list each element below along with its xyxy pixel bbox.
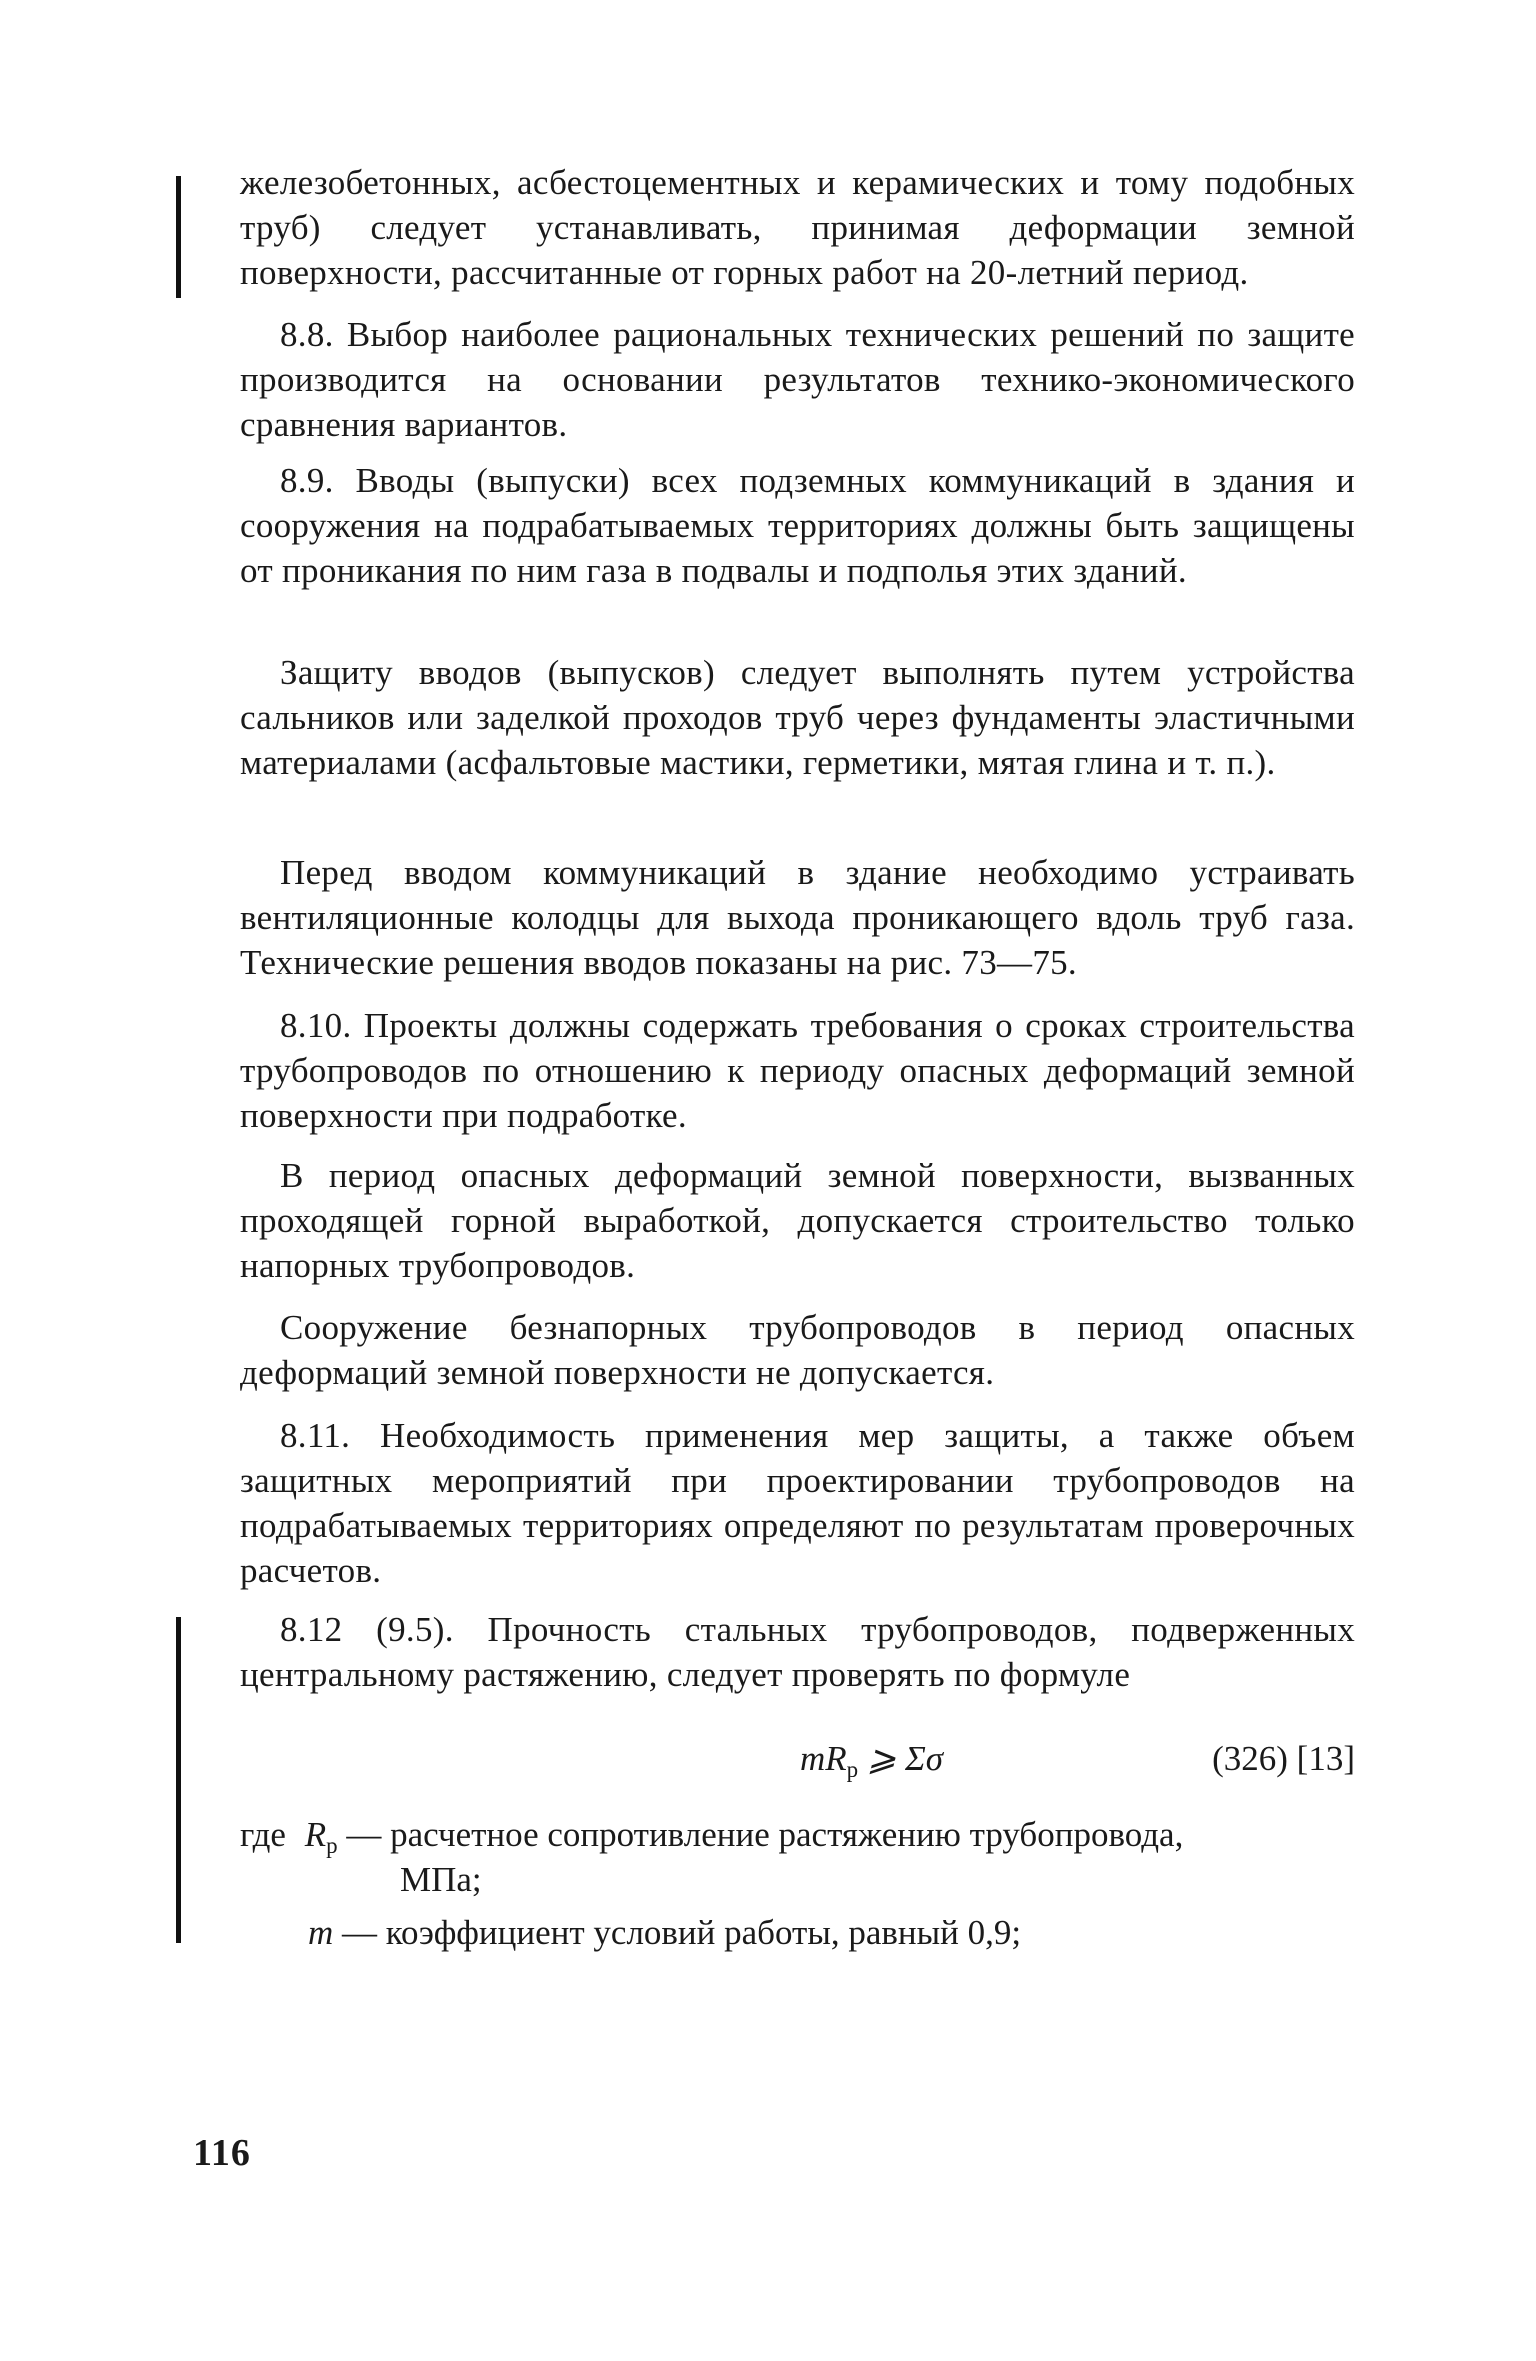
legend-line-r: где $R_р$ — расчетное сопротивление растяжению трубопровода, (240, 1815, 1184, 1858)
paragraph-8-12: 8.12 (9.5). Прочность стальных трубопроводов, подверженных центральному растяжению, следует проверять по формуле (240, 1610, 1355, 1694)
formula-row (240, 1736, 1355, 1786)
paragraph-8-9: 8.9. Вводы (выпуски) всех подземных коммуникаций в здания и сооружения на подрабатываемых территориях должны быть защищены от проникания по ним газа в подвалы и подполья этих зданий. (240, 461, 1355, 590)
formula-reference: (326) [13] (1212, 1739, 1355, 1778)
paragraph-ventilation-wells: Перед вводом коммуникаций в здание необходимо устраивать вентиляционные колодцы для выхода проникающего вдоль труб газа. Технические решения вводов показаны на рис. 73—75. (240, 853, 1355, 982)
legend-line-r-unit: МПа; (400, 1860, 482, 1899)
revision-margin-bar-bottom (176, 1617, 181, 1943)
paragraph-pressure-pipelines: В период опасных деформаций земной поверхности, вызванных проходящей горной выработкой, допускается строительство только напорных трубопроводов. (240, 1156, 1355, 1285)
revision-margin-bar-top (176, 176, 181, 298)
paragraph-8-11: 8.11. Необходимость применения мер защиты, а также объем защитных мероприятий при проектировании трубопроводов на подрабатываемых территориях определяют по результатам проверочных расчетов. (240, 1416, 1355, 1590)
paragraph-continuation: железобетонных, асбестоцементных и керамических и тому подобных труб) следует устанавливать, принимая деформации земной поверхности, рассчитанные от горных работ на 20-летний период. (240, 163, 1355, 292)
paragraph-inputs-protection: Защиту вводов (выпусков) следует выполнять путем устройства сальников или заделкой проходов труб через фундаменты эластичными материалами (асфальтовые мастики, герметики, мятая глина и т. п.). (240, 653, 1355, 782)
page-number: 116 (193, 2132, 251, 2174)
formula-326: $mR_р$ ⩾ Σσ (800, 1739, 944, 1782)
legend-line-m: m — коэффициент условий работы, равный 0,9; (308, 1913, 1022, 1952)
paragraph-gravity-pipelines: Сооружение безнапорных трубопроводов в период опасных деформаций земной поверхности не допускается. (240, 1308, 1355, 1392)
paragraph-8-10: 8.10. Проекты должны содержать требования о сроках строительства трубопроводов по отношению к периоду опасных деформаций земной поверхности при подработке. (240, 1006, 1355, 1135)
paragraph-8-8: 8.8. Выбор наиболее рациональных технических решений по защите производится на основании результатов технико-экономического сравнения вариантов. (240, 315, 1355, 444)
